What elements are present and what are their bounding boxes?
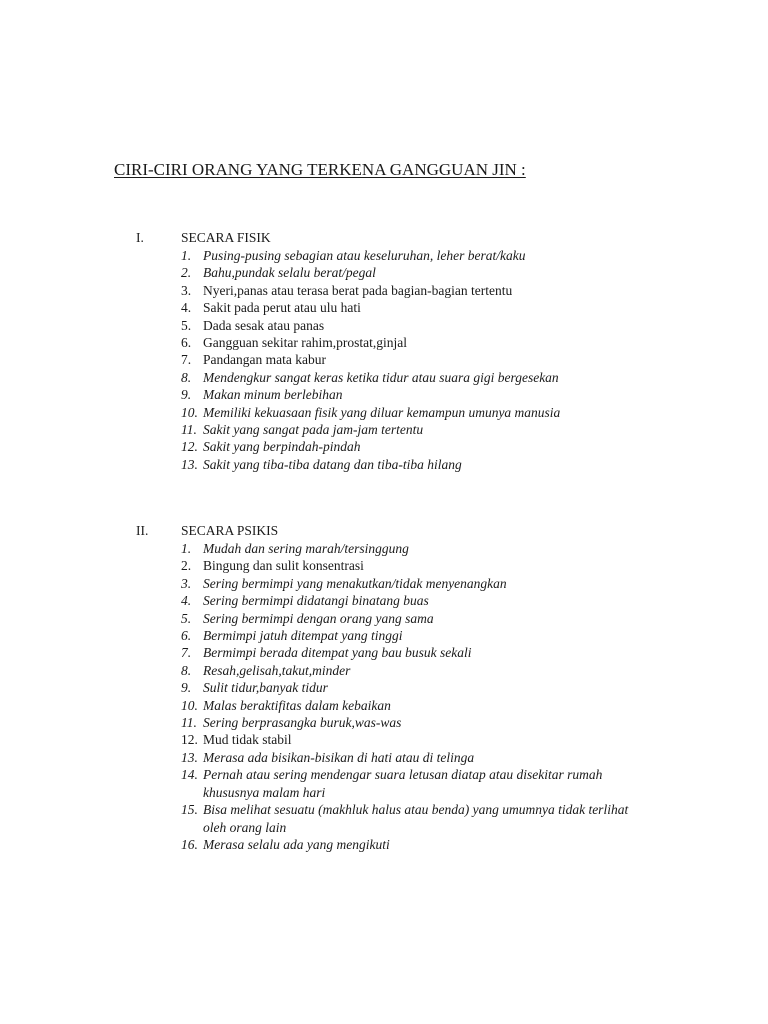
list-item: [181, 264, 641, 281]
item-text: Sakit yang sangat pada jam-jam tertentu: [203, 422, 424, 438]
list-item: [181, 592, 641, 609]
item-text: Bingung dan sulit konsentrasi: [203, 558, 364, 574]
item-text: Pandangan mata kabur: [203, 352, 326, 368]
item-number: 3.: [181, 575, 192, 591]
list-item: [181, 731, 641, 748]
item-number: 7.: [181, 352, 192, 368]
item-number: 2.: [181, 265, 192, 281]
list-item: [181, 299, 641, 316]
list-item: [181, 610, 641, 627]
item-text: Malas beraktifitas dalam kebaikan: [203, 697, 391, 713]
item-number: 8.: [181, 369, 192, 385]
item-text: Mud tidak stabil: [203, 732, 292, 748]
item-text: Sering bermimpi dengan orang yang sama: [203, 610, 434, 626]
item-number: 10.: [181, 697, 198, 713]
item-number: 1.: [181, 541, 192, 556]
list-item: [181, 749, 641, 766]
list-item: [181, 557, 641, 574]
section-heading: [136, 229, 641, 247]
list-item: [181, 540, 641, 557]
list-item: [181, 386, 641, 403]
item-number: 5.: [181, 317, 192, 333]
item-number: 6.: [181, 335, 192, 351]
list-item: [181, 404, 641, 421]
list-item: [181, 369, 641, 386]
section-number: II.: [136, 523, 149, 538]
item-number: 6.: [181, 628, 192, 644]
section-heading: [136, 522, 641, 540]
list-item: [181, 438, 641, 455]
section-fisik: [136, 229, 641, 473]
item-number: 12.: [181, 439, 198, 455]
item-text: Sulit tidur,banyak tidur: [203, 680, 328, 696]
list-item: [181, 575, 641, 592]
list-item: [181, 456, 641, 473]
item-number: 9.: [181, 387, 192, 403]
item-text: Sering bermimpi yang menakutkan/tidak menyenangkan: [203, 575, 507, 591]
list-item: [181, 282, 641, 299]
list-item: [181, 801, 641, 836]
item-number: 12.: [181, 732, 198, 748]
item-number: 15.: [181, 802, 198, 818]
item-number: 14.: [181, 767, 198, 783]
item-number: 1.: [181, 248, 192, 263]
item-number: 4.: [181, 593, 192, 609]
item-text: Dada sesak atau panas: [203, 317, 325, 333]
item-text: Mudah dan sering marah/tersinggung: [203, 541, 409, 556]
item-text: Sakit yang tiba-tiba datang dan tiba-tiba hilang: [203, 456, 462, 472]
item-number: 13.: [181, 749, 198, 765]
item-number: 11.: [181, 422, 197, 438]
item-text: Pernah atau sering mendengar suara letusan diatap atau disekitar rumah khususnya malam hari: [203, 767, 603, 800]
section-title: SECARA PSIKIS: [181, 523, 279, 538]
item-number: 9.: [181, 680, 192, 696]
list-item: [181, 679, 641, 696]
item-text: Nyeri,panas atau terasa berat pada bagian-bagian tertentu: [203, 282, 513, 298]
list-item: [181, 697, 641, 714]
list-item: [181, 766, 641, 801]
item-text: Bermimpi jatuh ditempat yang tinggi: [203, 628, 403, 644]
item-number: 5.: [181, 610, 192, 626]
list-item: [181, 247, 641, 264]
list-item: [181, 317, 641, 334]
section-number: I.: [136, 230, 144, 245]
symptom-list: [181, 247, 641, 473]
list-item: [181, 836, 641, 853]
item-number: 10.: [181, 404, 198, 420]
symptom-list: [181, 540, 641, 853]
list-item: [181, 627, 641, 644]
document-title: CIRI-CIRI ORANG YANG TERKENA GANGGUAN JIN :: [114, 160, 526, 179]
item-text: Sakit yang berpindah-pindah: [203, 439, 361, 455]
item-number: 11.: [181, 715, 197, 731]
item-text: Merasa ada bisikan-bisikan di hati atau di telinga: [203, 749, 475, 765]
item-text: Merasa selalu ada yang mengikuti: [203, 836, 390, 852]
item-text: Bisa melihat sesuatu (makhluk halus atau benda) yang umumnya tidak terlihat oleh orang lain: [203, 802, 629, 835]
item-text: Pusing-pusing sebagian atau keseluruhan, leher berat/kaku: [203, 248, 526, 263]
item-number: 7.: [181, 645, 192, 661]
section-title: SECARA FISIK: [181, 230, 271, 245]
list-item: [181, 662, 641, 679]
item-number: 13.: [181, 456, 198, 472]
item-text: Gangguan sekitar rahim,prostat,ginjal: [203, 335, 407, 351]
item-text: Mendengkur sangat keras ketika tidur atau suara gigi bergesekan: [203, 369, 559, 385]
item-number: 2.: [181, 558, 192, 574]
list-item: [181, 334, 641, 351]
item-number: 8.: [181, 662, 192, 678]
list-item: [181, 644, 641, 661]
item-text: Sakit pada perut atau ulu hati: [203, 300, 361, 316]
item-text: Resah,gelisah,takut,minder: [203, 662, 351, 678]
list-item: [181, 351, 641, 368]
item-number: 4.: [181, 300, 192, 316]
item-number: 16.: [181, 836, 198, 852]
item-text: Sering bermimpi didatangi binatang buas: [203, 593, 429, 609]
list-item: [181, 421, 641, 438]
item-text: Makan minum berlebihan: [203, 387, 343, 403]
item-text: Bermimpi berada ditempat yang bau busuk sekali: [203, 645, 472, 661]
list-item: [181, 714, 641, 731]
item-text: Memiliki kekuasaan fisik yang diluar kemampun umunya manusia: [203, 404, 561, 420]
item-text: Sering berprasangka buruk,was-was: [203, 715, 402, 731]
item-text: Bahu,pundak selalu berat/pegal: [203, 265, 376, 281]
section-psikis: [136, 522, 641, 853]
item-number: 3.: [181, 282, 192, 298]
